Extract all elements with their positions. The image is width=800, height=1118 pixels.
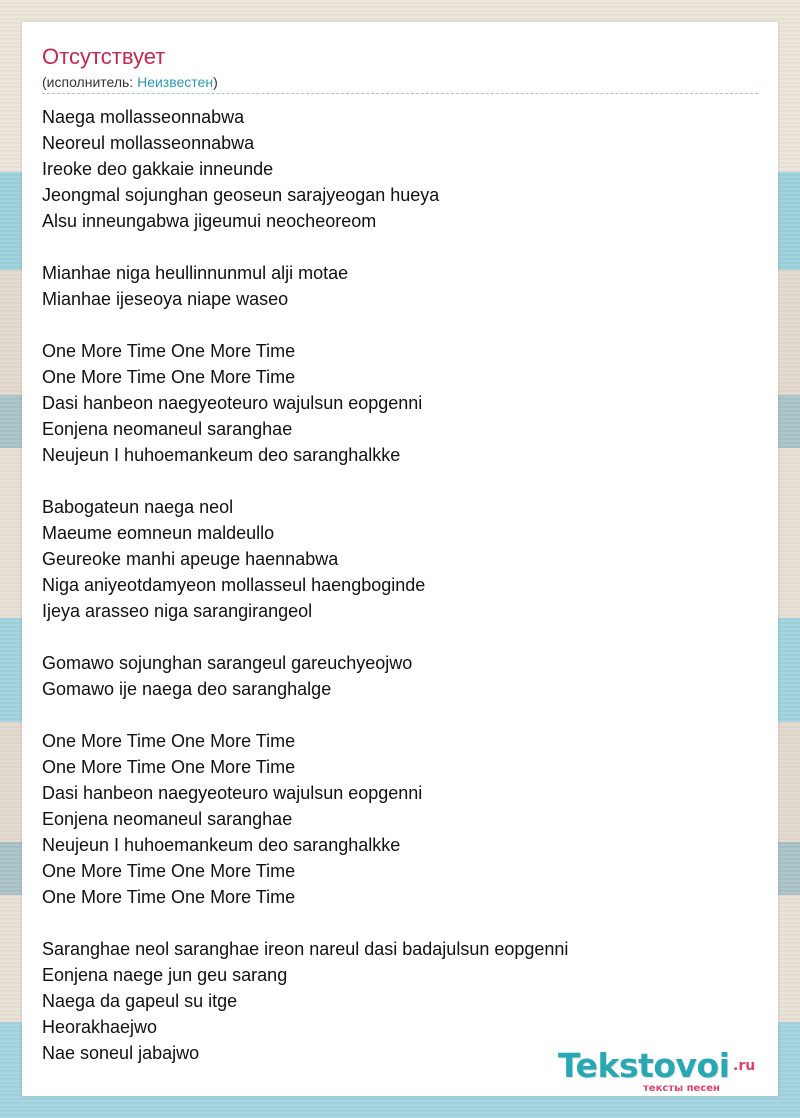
lyric-line: Dasi hanbeon naegyeoteuro wajulsun eopgenni bbox=[42, 393, 423, 413]
lyric-line: Ireoke deo gakkaie inneunde bbox=[42, 159, 274, 179]
lyric-line: Geureoke manhi apeuge haennabwa bbox=[42, 549, 339, 569]
lyric-line: One More Time One More Time bbox=[42, 861, 296, 881]
stanza bbox=[42, 494, 758, 624]
lyric-line: Neoreul mollasseonnabwa bbox=[42, 133, 255, 153]
site-logo[interactable] bbox=[558, 1046, 768, 1092]
lyrics-body bbox=[42, 104, 758, 1092]
lyric-line: Eonjena neomaneul saranghae bbox=[42, 419, 293, 439]
artist-prefix: (исполнитель: bbox=[42, 74, 138, 90]
lyric-line: Eonjena neomaneul saranghae bbox=[42, 809, 293, 829]
lyrics-card bbox=[22, 22, 778, 1096]
lyric-line: Dasi hanbeon naegyeoteuro wajulsun eopgenni bbox=[42, 783, 423, 803]
artist-link[interactable]: Неизвестен bbox=[137, 74, 214, 90]
header-divider bbox=[42, 93, 758, 94]
lyric-line: Saranghae neol saranghae ireon nareul dasi badajulsun eopgenni bbox=[42, 939, 569, 959]
lyric-line: One More Time One More Time bbox=[42, 731, 296, 751]
lyric-line: Naega mollasseonnabwa bbox=[42, 107, 245, 127]
lyric-line: Naega da gapeul su itge bbox=[42, 991, 238, 1011]
logo-tagline: тексты песен bbox=[643, 1083, 720, 1094]
lyric-line: Heorakhaejwo bbox=[42, 1017, 158, 1037]
lyric-line: Maeume eomneun maldeullo bbox=[42, 523, 275, 543]
stanza bbox=[42, 338, 758, 468]
stanza bbox=[42, 260, 758, 312]
logo-domain-suffix: .ru bbox=[733, 1058, 756, 1074]
lyric-line: Eonjena naege jun geu sarang bbox=[42, 965, 288, 985]
lyric-line: Babogateun naega neol bbox=[42, 497, 234, 517]
lyric-line: One More Time One More Time bbox=[42, 341, 296, 361]
stanza bbox=[42, 650, 758, 702]
lyric-line: Niga aniyeotdamyeon mollasseul haengboginde bbox=[42, 575, 426, 595]
lyric-line: Gomawo sojunghan sarangeul gareuchyeojwo bbox=[42, 653, 413, 673]
lyric-line: Gomawo ije naega deo saranghalge bbox=[42, 679, 332, 699]
stanza bbox=[42, 104, 758, 234]
stanza bbox=[42, 728, 758, 910]
lyric-line: Mianhae ijeseoya niape waseo bbox=[42, 289, 289, 309]
logo-main-text: Tekstovoi bbox=[558, 1046, 730, 1085]
lyric-line: Jeongmal sojunghan geoseun sarajyeogan hueya bbox=[42, 185, 440, 205]
lyric-line: Mianhae niga heullinnunmul alji motae bbox=[42, 263, 349, 283]
song-title: Отсутствует bbox=[42, 44, 166, 69]
artist-suffix: ) bbox=[213, 74, 218, 90]
lyric-line: Neujeun I huhoemankeum deo saranghalkke bbox=[42, 835, 401, 855]
lyric-line: One More Time One More Time bbox=[42, 757, 296, 777]
lyric-line: Alsu inneungabwa jigeumui neocheoreom bbox=[42, 211, 377, 231]
lyric-line: One More Time One More Time bbox=[42, 367, 296, 387]
lyric-line: Ijeya arasseo niga sarangirangeol bbox=[42, 601, 313, 621]
lyric-line: One More Time One More Time bbox=[42, 887, 296, 907]
lyric-line: Nae soneul jabajwo bbox=[42, 1043, 200, 1063]
artist-line bbox=[42, 74, 218, 90]
lyric-line: Neujeun I huhoemankeum deo saranghalkke bbox=[42, 445, 401, 465]
